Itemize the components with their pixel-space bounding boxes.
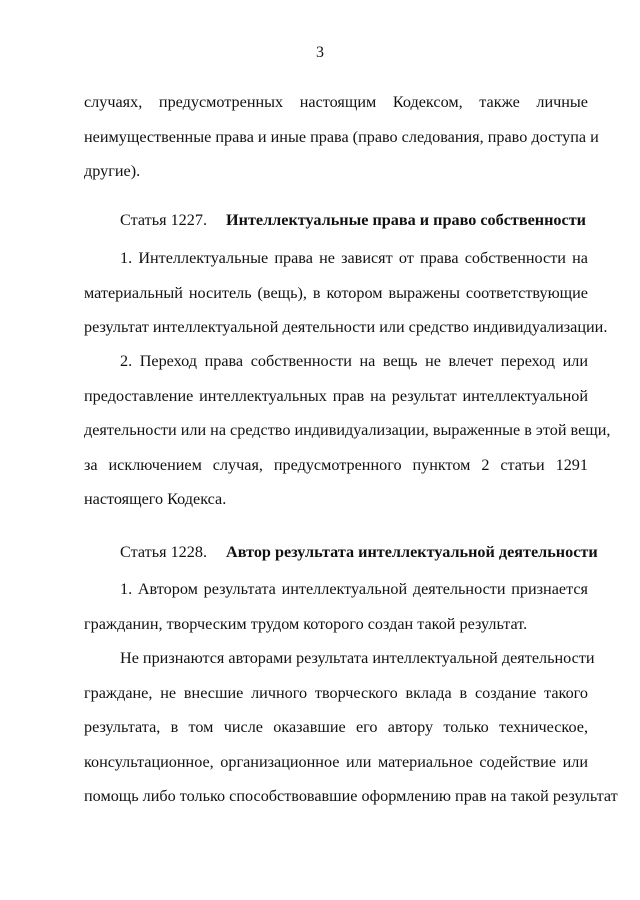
text-line: 2. Переход права собственности на вещь не влечет переход или — [120, 352, 588, 370]
text-line: граждане, не внесшие личного творческого вклада в создание такого — [84, 683, 588, 702]
text-line: деятельности или на средство индивидуализации, выраженные в этой вещи, — [84, 421, 611, 439]
text-line: настоящего Кодекса. — [84, 490, 227, 508]
article-title: Автор результата интеллектуальной деятельности — [226, 543, 598, 561]
text-line: 1. Автором результата интеллектуальной деятельности признается — [120, 580, 588, 598]
article-1227-paragraph-1 — [84, 241, 608, 345]
article-1227-paragraph-2 — [84, 344, 611, 517]
article-heading-1228 — [84, 535, 598, 570]
article-title: Интеллектуальные права и право собственности — [226, 211, 586, 229]
text-line: другие). — [84, 162, 141, 180]
article-number: Статья 1227. — [120, 211, 207, 229]
paragraph-continuation — [84, 85, 599, 189]
text-line: гражданин, творческим трудом которого создан такой результат. — [84, 614, 528, 633]
article-1228-paragraph-1 — [84, 572, 588, 641]
article-number: Статья 1228. — [120, 543, 207, 561]
text-line: результат интеллектуальной деятельности или средство индивидуализации. — [84, 318, 608, 336]
text-line: результата, в том числе оказавшие его автору только техническое, — [84, 718, 588, 736]
text-line: 1. Интеллектуальные права не зависят от права собственности на — [120, 249, 588, 267]
text-line: помощь либо только способствовавшие оформлению прав на такой результат — [84, 787, 618, 805]
text-line: консультационное, организационное или материальное содействие или — [84, 752, 588, 771]
text-line: за исключением случая, предусмотренного пунктом 2 статьи 1291 — [84, 455, 588, 474]
text-line: Не признаются авторами результата интеллектуальной деятельности — [120, 649, 595, 667]
article-1228-paragraph-2 — [84, 641, 618, 814]
article-heading-1227 — [84, 203, 588, 238]
text-line: материальный носитель (вещь), в котором выражены соответствующие — [84, 283, 588, 302]
text-line: неимущественные права и иные права (право следования, право доступа и — [84, 127, 599, 146]
text-line: случаях, предусмотренных настоящим Кодексом, также личные — [84, 93, 588, 111]
page-number: 3 — [316, 44, 324, 61]
text-line: предоставление интеллектуальных прав на результат интеллектуальной — [84, 386, 588, 405]
